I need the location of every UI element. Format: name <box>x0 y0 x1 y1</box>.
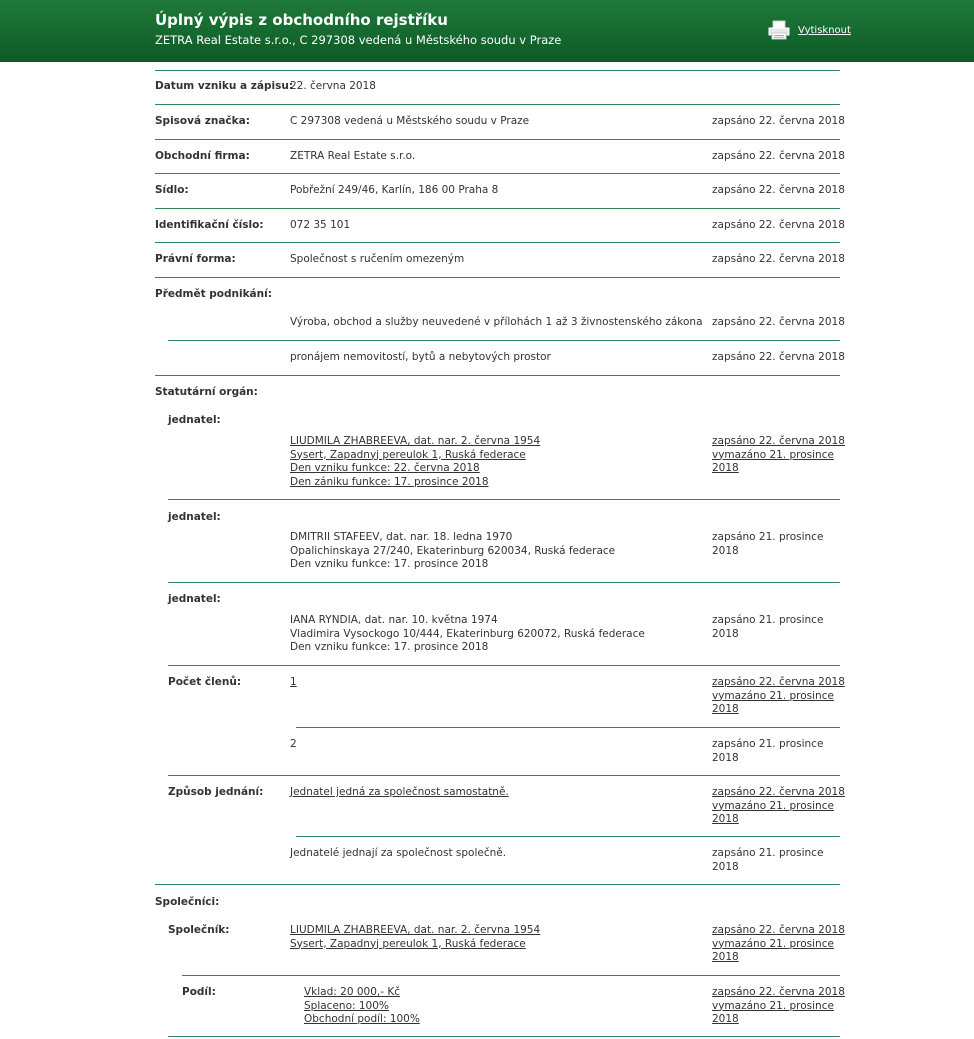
label-pravni-forma: Právní forma: <box>155 253 236 265</box>
divider <box>155 139 840 140</box>
value-predmet-item: pronájem nemovitostí, bytů a nebytových prostor <box>290 351 551 363</box>
label-podil: Podíl: <box>182 986 216 998</box>
status-predmet-item: zapsáno 22. června 2018 <box>712 351 845 363</box>
divider <box>168 665 840 666</box>
spolecnik-detail: LIUDMILA ZHABREEVA, dat. nar. 2. června 1954 Sysert, Zapadnyj pereulok 1, Ruská federace <box>290 924 541 950</box>
label-statutarni-organ: Statutární orgán: <box>155 386 258 398</box>
status-zpusob-jednani-new: zapsáno 21. prosince 2018 <box>712 847 824 873</box>
divider <box>155 70 840 71</box>
label-spisova-znacka: Spisová značka: <box>155 115 250 127</box>
podil-status: zapsáno 22. června 2018 vymazáno 21. prosince 2018 <box>712 986 845 1025</box>
divider <box>296 836 840 837</box>
divider <box>155 242 840 243</box>
print-link[interactable]: Vytisknout <box>798 24 851 36</box>
jednatel-detail: LIUDMILA ZHABREEVA, dat. nar. 2. června 1954 Sysert, Zapadnyj pereulok 1, Ruská federace Den vzniku funkce: 22. června 2018 Den zániku funkce: 17. prosince 2018 <box>290 435 541 488</box>
status-obchodni-firma: zapsáno 22. června 2018 <box>712 150 845 162</box>
jednatel-detail: DMITRII STAFEEV, dat. nar. 18. ledna 1970 Opalichinskaya 27/240, Ekaterinburg 620034, Ruská federace Den vzniku funkce: 17. prosince 2018 <box>290 531 616 570</box>
value-zpusob-jednani-new: Jednatelé jednají za společnost společně. <box>290 847 507 859</box>
divider <box>155 375 840 376</box>
label-sidlo: Sídlo: <box>155 184 189 196</box>
value-zpusob-jednani-old: Jednatel jedná za společnost samostatně. <box>290 786 509 798</box>
label-predmet-podnikani: Předmět podnikání: <box>155 288 272 300</box>
divider <box>168 582 840 583</box>
label-datum-vzniku: Datum vzniku a zápisu: <box>155 80 294 92</box>
value-obchodni-firma: ZETRA Real Estate s.r.o. <box>290 150 416 162</box>
jednatel-status: zapsáno 22. června 2018 vymazáno 21. prosince 2018 <box>712 435 845 474</box>
status-zpusob-jednani-old: zapsáno 22. června 2018 vymazáno 21. prosince 2018 <box>712 786 845 825</box>
page-title: Úplný výpis z obchodního rejstříku <box>155 11 448 29</box>
value-pravni-forma: Společnost s ručením omezeným <box>290 253 465 265</box>
podil-detail: Vklad: 20 000,- Kč Splaceno: 100% Obchodní podíl: 100% <box>304 986 420 1025</box>
label-jednatel: jednatel: <box>168 414 221 426</box>
label-jednatel: jednatel: <box>168 511 221 523</box>
label-obchodni-firma: Obchodní firma: <box>155 150 250 162</box>
jednatel-status: zapsáno 21. prosince 2018 <box>712 614 824 640</box>
status-identifikacni-cislo: zapsáno 22. června 2018 <box>712 219 845 231</box>
divider <box>155 173 840 174</box>
divider <box>296 727 840 728</box>
status-pravni-forma: zapsáno 22. června 2018 <box>712 253 845 265</box>
value-pocet-clenu-new: 2 <box>290 738 297 750</box>
page-subtitle: ZETRA Real Estate s.r.o., C 297308 vedená u Městského soudu v Praze <box>155 33 562 47</box>
label-spolecnici: Společníci: <box>155 896 220 908</box>
divider <box>155 277 840 278</box>
status-sidlo: zapsáno 22. června 2018 <box>712 184 845 196</box>
jednatel-detail: IANA RYNDIA, dat. nar. 10. května 1974 Vladimira Vysockogo 10/444, Ekaterinburg 620072, Ruská federace Den vzniku funkce: 17. prosince 2018 <box>290 614 645 653</box>
status-pocet-clenu-old: zapsáno 22. června 2018 vymazáno 21. prosince 2018 <box>712 676 845 715</box>
divider <box>168 775 840 776</box>
status-predmet-item: zapsáno 22. června 2018 <box>712 316 845 328</box>
divider <box>155 208 840 209</box>
value-identifikacni-cislo: 072 35 101 <box>290 219 351 231</box>
divider <box>168 1036 840 1037</box>
value-sidlo: Pobřežní 249/46, Karlín, 186 00 Praha 8 <box>290 184 499 196</box>
label-spolecnik: Společník: <box>168 924 230 936</box>
value-predmet-item: Výroba, obchod a služby neuvedené v přílohách 1 až 3 živnostenského zákona <box>290 316 703 328</box>
jednatel-status: zapsáno 21. prosince 2018 <box>712 531 824 557</box>
status-spisova-znacka: zapsáno 22. června 2018 <box>712 115 845 127</box>
value-datum-vzniku: 22. června 2018 <box>290 80 376 92</box>
divider <box>168 499 840 500</box>
divider <box>182 975 840 976</box>
divider <box>155 104 840 105</box>
label-identifikacni-cislo: Identifikační číslo: <box>155 219 264 231</box>
label-zpusob-jednani: Způsob jednání: <box>168 786 264 798</box>
value-spisova-znacka: C 297308 vedená u Městského soudu v Praze <box>290 115 530 127</box>
label-pocet-clenu: Počet členů: <box>168 676 242 688</box>
label-jednatel: jednatel: <box>168 593 221 605</box>
value-pocet-clenu-old: 1 <box>290 676 297 688</box>
spolecnik-status: zapsáno 22. června 2018 vymazáno 21. prosince 2018 <box>712 924 845 963</box>
divider <box>168 340 840 341</box>
status-pocet-clenu-new: zapsáno 21. prosince 2018 <box>712 738 824 764</box>
divider <box>155 884 840 885</box>
